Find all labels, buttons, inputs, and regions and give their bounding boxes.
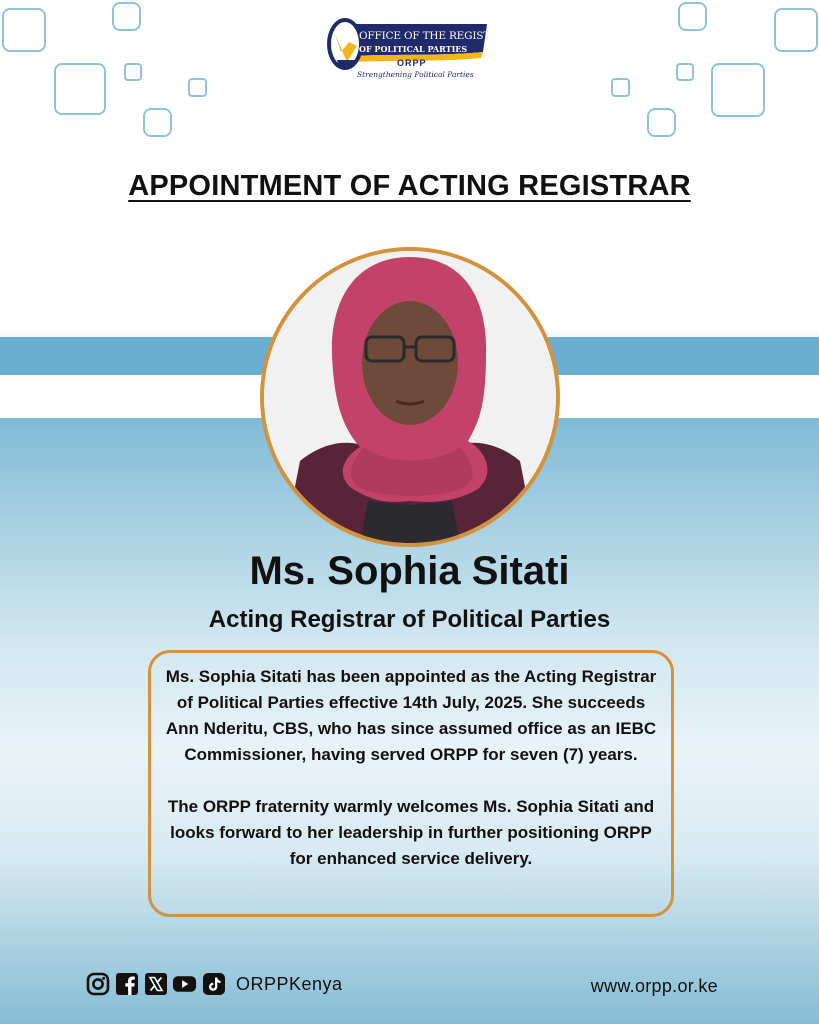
announcement-box — [148, 650, 674, 917]
social-handle[interactable]: ORPPKenya — [236, 973, 343, 994]
announcement-paragraph-1: Ms. Sophia Sitati has been appointed as the Acting Registrar of Political Parties effective 14th July, 2025. She succeeds Ann Nderitu, CBS, who has since assumed office as an IEBC Commissioner, having served ORPP for seven (7) years. — [165, 667, 657, 764]
person-role: Acting Registrar of Political Parties — [208, 606, 611, 633]
logo-tagline: Strengthening Political Parties — [357, 70, 474, 79]
decor-square — [188, 78, 207, 97]
page-title: APPOINTMENT OF ACTING REGISTRAR — [128, 170, 691, 202]
social-links — [85, 971, 343, 997]
decor-square — [678, 2, 707, 31]
decor-square — [2, 8, 46, 52]
logo-line2: OF POLITICAL PARTIES — [359, 44, 468, 54]
page-title-wrap — [0, 170, 819, 203]
logo-acronym: ORPP — [397, 58, 427, 68]
logo-line1: OFFICE OF THE REGISTRAR — [359, 30, 513, 42]
decor-square — [676, 63, 694, 81]
decor-square — [124, 63, 142, 81]
portrait-illustration — [264, 251, 556, 543]
instagram-icon[interactable] — [85, 972, 110, 997]
decor-square — [711, 63, 765, 117]
tiktok-icon[interactable] — [201, 972, 226, 997]
person-name: Ms. Sophia Sitati — [249, 549, 570, 593]
decor-square — [54, 63, 106, 115]
decor-square — [143, 108, 172, 137]
orpp-logo — [323, 12, 513, 82]
announcement-paragraph-2: The ORPP fraternity warmly welcomes Ms. Sophia Sitati and looks forward to her leadership in further positioning ORPP for enhanced service delivery. — [167, 797, 655, 868]
x-icon[interactable] — [143, 972, 168, 997]
decor-square — [647, 108, 676, 137]
website-link[interactable]: www.orpp.or.ke — [590, 976, 718, 996]
youtube-icon[interactable] — [172, 972, 197, 997]
portrait-photo — [260, 247, 560, 547]
decor-square — [112, 2, 141, 31]
facebook-icon[interactable] — [114, 972, 139, 997]
decor-square — [611, 78, 630, 97]
decor-square — [774, 8, 818, 52]
